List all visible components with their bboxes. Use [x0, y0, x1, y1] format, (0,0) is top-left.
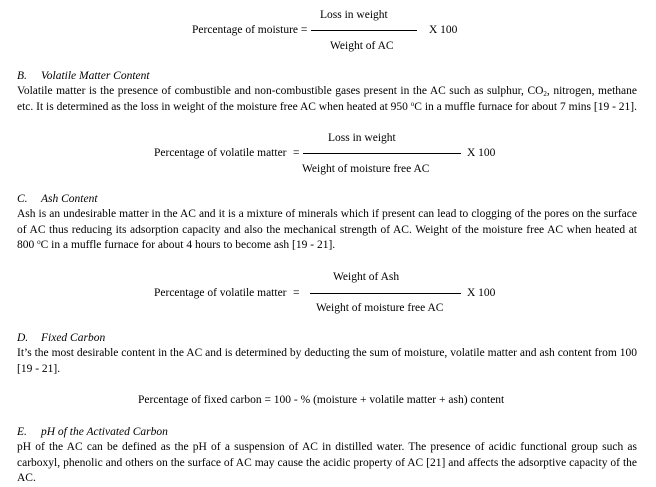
- volatile-eq-denominator: Weight of moisture free AC: [302, 163, 430, 175]
- moisture-fraction-bar: [311, 30, 417, 31]
- degree-symbol: o: [410, 99, 415, 108]
- fixed-carbon-equation: Percentage of fixed carbon = 100 - % (moisture + volatile matter + ash) content: [138, 394, 505, 406]
- section-b-title: Volatile Matter Content: [41, 70, 150, 82]
- section-b-text-2: , nitrogen, methane etc. It is determined as the loss in weight of the moisture free AC when heated at 950: [17, 85, 637, 113]
- ash-eq-denominator: Weight of moisture free AC: [316, 302, 444, 314]
- section-b-letter: B.: [17, 70, 27, 82]
- moisture-eq-label: Percentage of moisture =: [192, 24, 308, 36]
- moisture-eq-denominator: Weight of AC: [330, 40, 394, 52]
- section-c-text-2: C in a muffle furnace for about 4 hours to become ash [19 - 21].: [40, 239, 336, 251]
- volatile-eq-equals: =: [293, 147, 300, 159]
- section-b-text-1: Volatile matter is the presence of combustible and non-combustible gases present in the AC such as sulphur, CO: [17, 85, 544, 97]
- section-e-title: pH of the Activated Carbon: [41, 426, 168, 438]
- section-c-letter: C.: [17, 193, 28, 205]
- section-d-heading: [17, 331, 105, 347]
- section-d-title: Fixed Carbon: [41, 332, 106, 344]
- section-b-heading: [17, 69, 150, 85]
- ash-eq-numerator: Weight of Ash: [333, 271, 400, 283]
- section-b-text-3: C in a muffle furnace for about 7 mins [19 - 21].: [414, 100, 637, 113]
- section-e-heading: [17, 425, 168, 441]
- section-c-heading: [17, 192, 98, 208]
- degree-symbol: o: [37, 238, 41, 246]
- volatile-eq-label: Percentage of volatile matter: [154, 147, 287, 159]
- section-d-paragraph: It’s the most desirable content in the AC and is determined by deducting the sum of moisture, volatile matter and ash content from 100 [19 - 21].: [17, 347, 637, 375]
- volatile-fraction-bar: [303, 153, 461, 154]
- moisture-eq-multiplier: X 100: [429, 24, 458, 36]
- section-c-paragraph: [17, 207, 637, 254]
- moisture-eq-numerator: Loss in weight: [320, 9, 388, 21]
- volatile-eq-multiplier: X 100: [467, 147, 496, 159]
- co2-subscript: 2: [543, 90, 547, 98]
- section-e-letter: E.: [17, 426, 27, 438]
- section-d-letter: D.: [17, 332, 29, 344]
- section-c-title: Ash Content: [41, 193, 98, 205]
- ash-fraction-bar: [310, 293, 461, 294]
- ash-eq-label: Percentage of volatile matter: [154, 287, 287, 299]
- ash-eq-multiplier: X 100: [467, 287, 496, 299]
- section-b-paragraph: [17, 84, 637, 115]
- ash-eq-equals: =: [293, 287, 300, 299]
- volatile-eq-numerator: Loss in weight: [328, 132, 396, 144]
- section-e-paragraph: pH of the AC can be defined as the pH of a suspension of AC in distilled water. The presence of acidic functional group such as carboxyl, phenolic and others on the surface of AC may cause the acidic property of AC [21] and affects the adsorptive capacity of the AC.: [17, 441, 637, 484]
- section-c-text-1: Ash is an undesirable matter in the AC and it is a mixture of minerals which if present can lead to clogging of the pores on the surface of AC thus reducing its adsorption capacity and also the mechanical strength of AC. Weight of the moisture free AC when heated at 800: [17, 208, 637, 251]
